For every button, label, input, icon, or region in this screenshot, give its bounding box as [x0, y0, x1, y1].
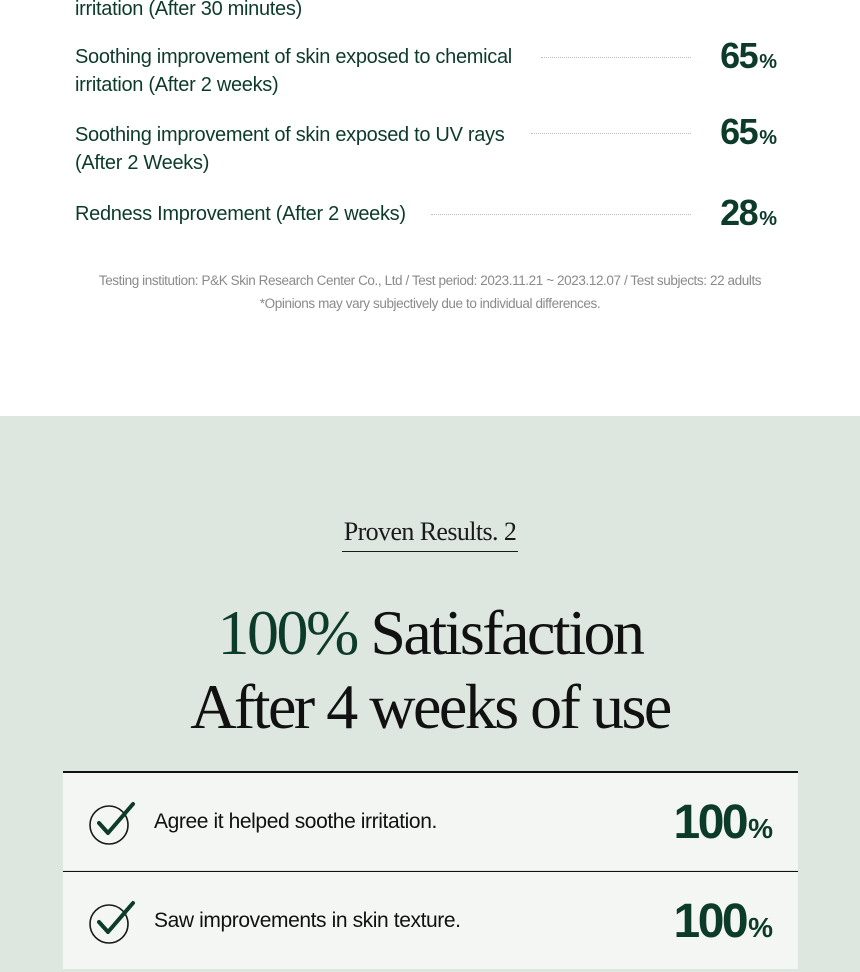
stat-value: 28 % [720, 192, 777, 233]
stat-label: Soothing improvement of skin exposed to chemical irritation (After 2 weeks) [75, 46, 512, 96]
leader-dots [431, 214, 691, 215]
test-info-note: Testing institution: P&K Skin Research Center Co., Ltd / Test period: 2023.11.21 ~ 2023.12.07 / Test subjects: 22 adults [98, 273, 762, 288]
stat-row [75, 0, 777, 23]
proven-results-section [0, 416, 860, 972]
check-circle-icon [88, 898, 138, 948]
stat-label: irritation (After 30 minutes) [75, 0, 302, 20]
stat-label: Soothing improvement of skin exposed to UV rays (After 2 Weeks) [75, 124, 505, 174]
result-card [63, 771, 798, 870]
headline-accent: 100% [217, 597, 357, 668]
stat-label: Redness Improvement (After 2 weeks) [75, 203, 406, 225]
section-headline [0, 596, 860, 744]
stat-value: 65 % [720, 35, 777, 76]
stat-row [75, 192, 777, 233]
stat-row [75, 35, 777, 99]
headline-rest: Satisfaction [356, 597, 643, 668]
result-card [63, 871, 798, 969]
result-text: Saw improvements in skin texture. [154, 909, 461, 932]
headline-line2: After 4 weeks of use [190, 671, 670, 742]
disclaimer-note: *Opinions may vary subjectively due to individual differences. [259, 296, 601, 311]
result-value: 100% [673, 796, 773, 849]
stat-value: 65 % [720, 111, 777, 152]
leader-dots [531, 133, 691, 134]
result-text: Agree it helped soothe irritation. [154, 810, 437, 833]
check-circle-icon [88, 799, 138, 849]
leader-dots [541, 57, 691, 58]
stat-row [75, 111, 777, 177]
clinical-stats-section [0, 0, 860, 416]
result-value: 100% [673, 895, 773, 948]
section-eyebrow: Proven Results. 2 [342, 517, 518, 552]
